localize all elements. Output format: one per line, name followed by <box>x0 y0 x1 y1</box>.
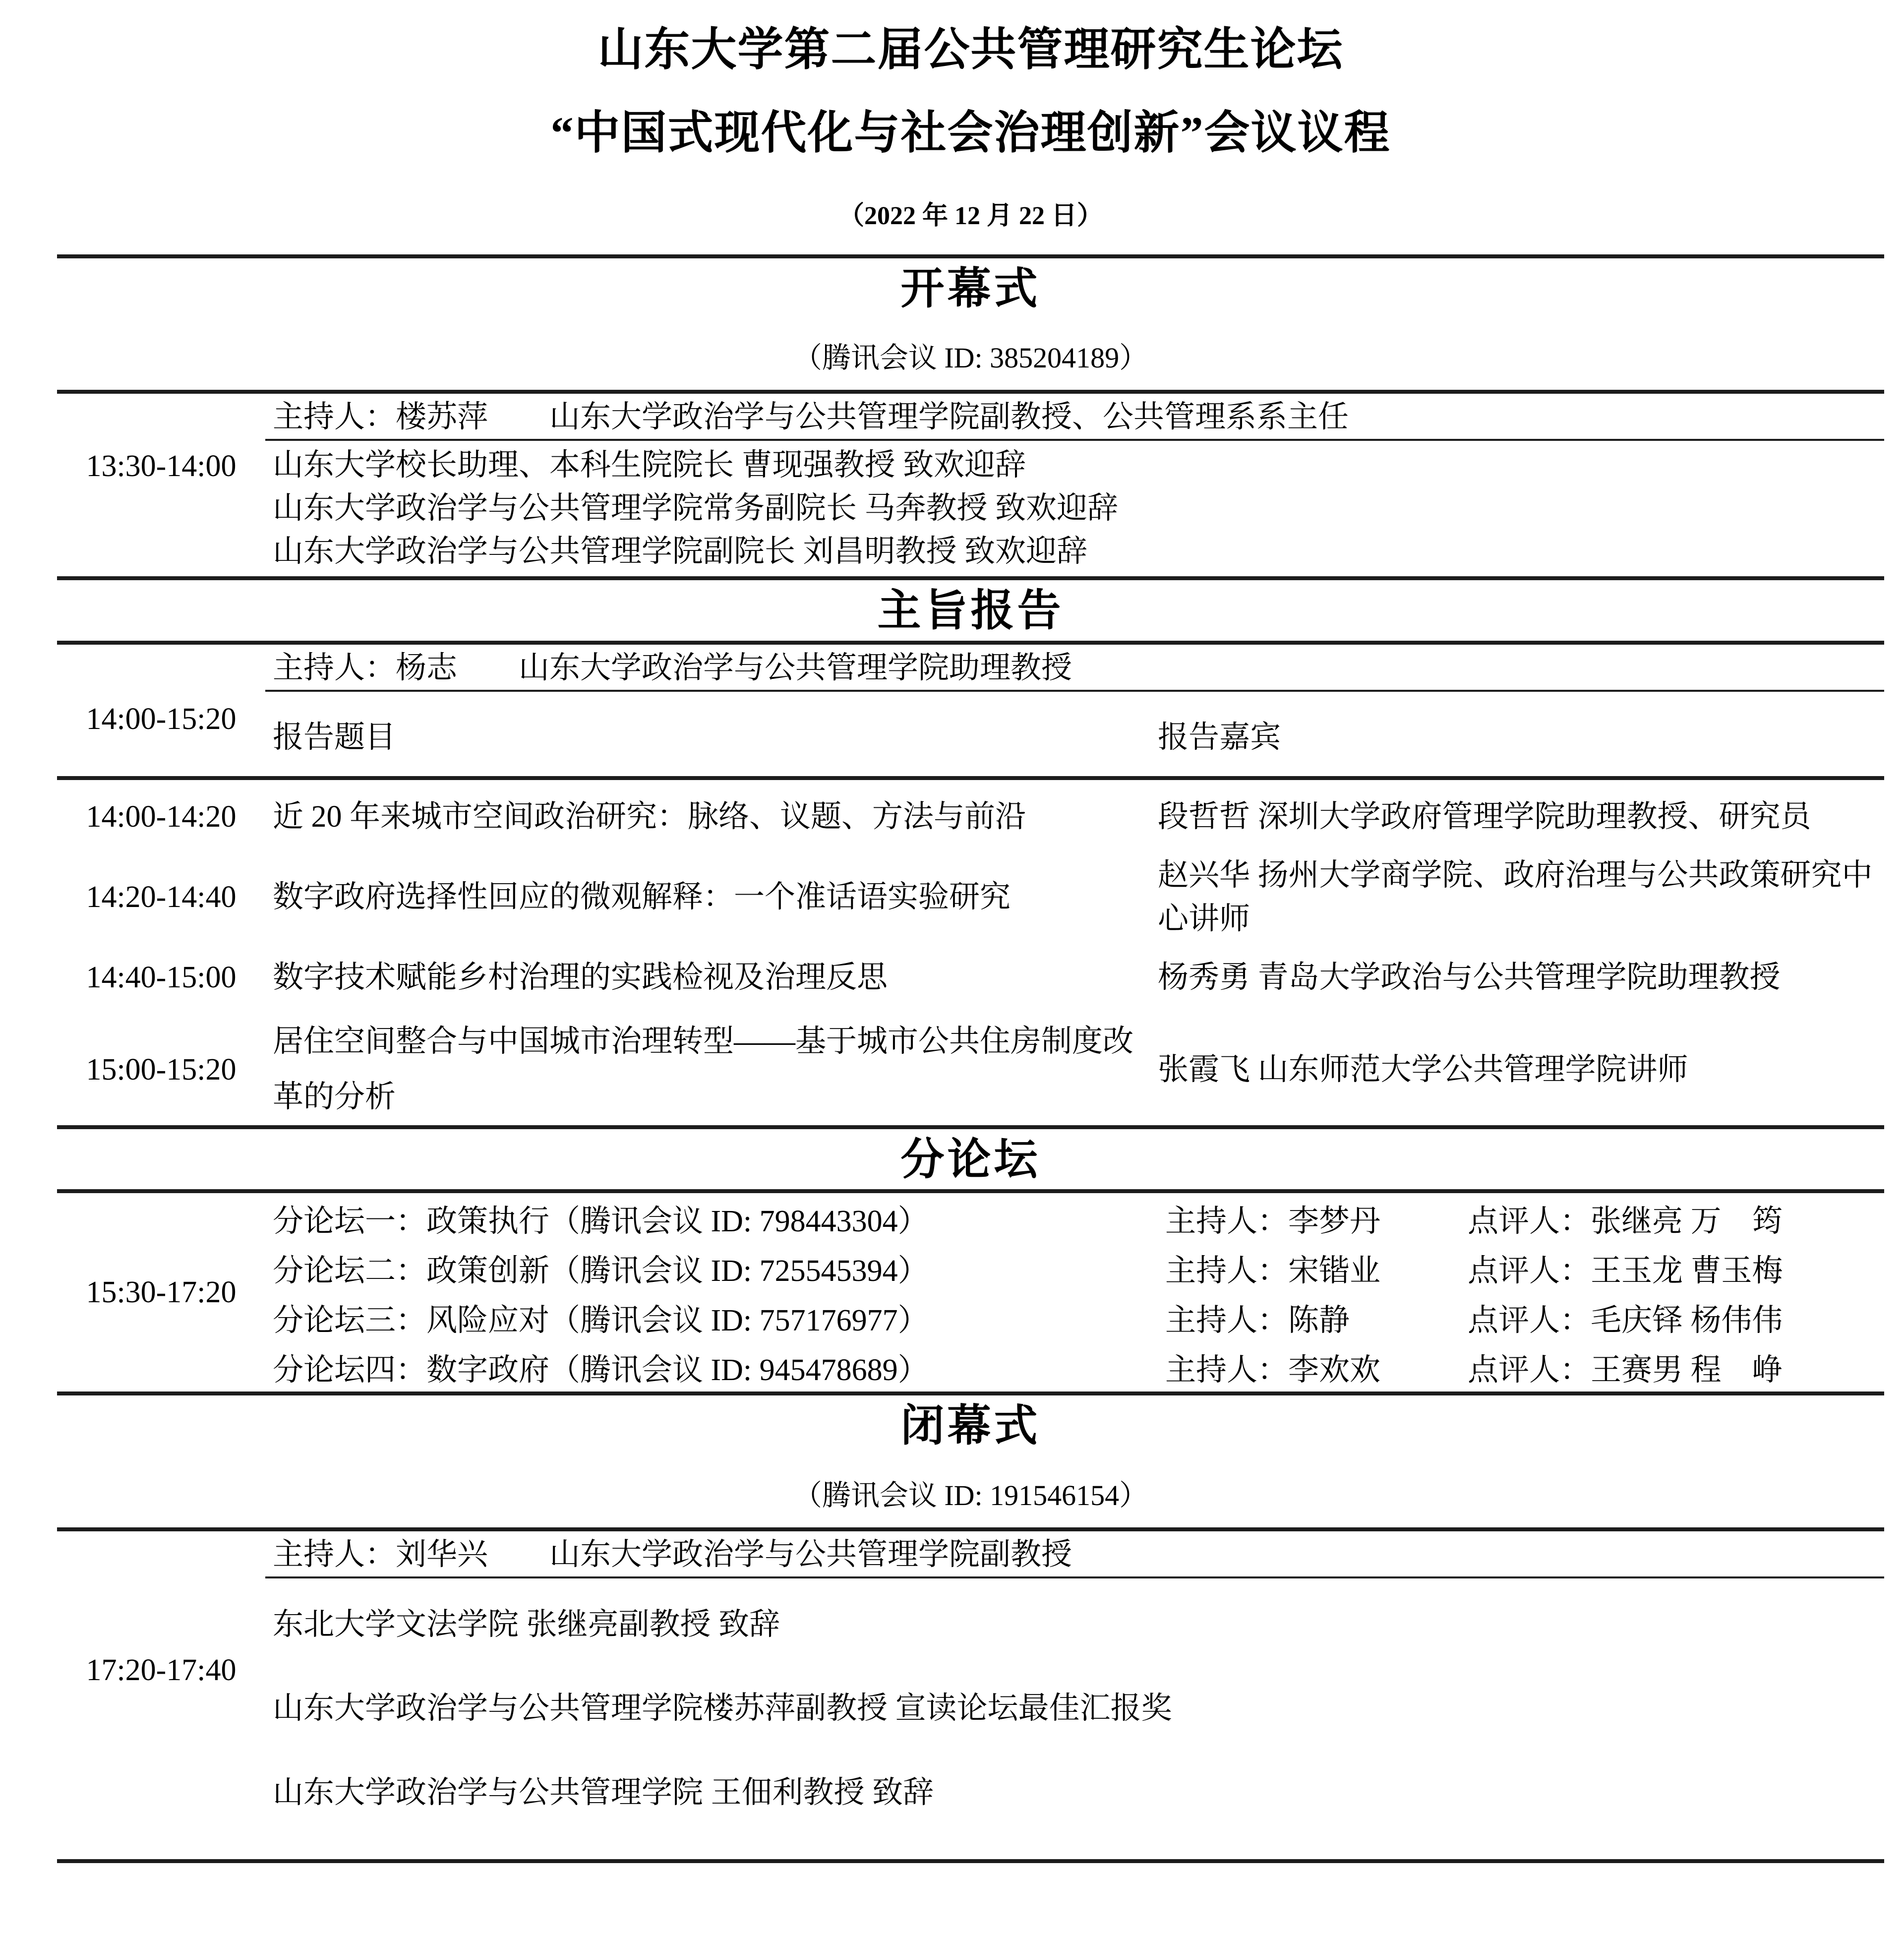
section-divider <box>57 1125 1884 1129</box>
subforum-host: 主持人：宋锴业 <box>1165 1254 1381 1288</box>
keynote-talk-row <box>57 1014 1884 1125</box>
column-header-report-guest: 报告嘉宾 <box>1158 720 1281 754</box>
closing-section-title: 闭幕式 <box>900 1402 1041 1451</box>
subforum-name: 分论坛四：数字政府（腾讯会议 ID: 945478689） <box>273 1353 929 1387</box>
opening-item: 山东大学校长助理、本科生院院长 曹现强教授 致欢迎辞 <box>273 448 1026 483</box>
document-title-line1: 山东大学第二届公共管理研究生论坛 <box>597 24 1344 75</box>
keynote-host-line: 主持人：杨志 山东大学政治学与公共管理学院助理教授 <box>273 651 1072 685</box>
subforum-row <box>265 1342 1884 1391</box>
talk-guest: 杨秀勇 青岛大学政治与公共管理学院助理教授 <box>1158 961 1781 995</box>
section-closing <box>57 1400 1884 1863</box>
opening-section-title: 开幕式 <box>900 265 1041 313</box>
section-divider <box>57 254 1884 258</box>
closing-meeting-id: （腾讯会议 ID: 191546154） <box>793 1479 1148 1512</box>
conference-agenda-document <box>57 0 1884 1863</box>
keynote-talk-row <box>57 941 1884 1014</box>
talk-title: 居住空间整合与中国城市治理转型——基于城市公共住房制度改革的分析 <box>273 1025 1134 1114</box>
opening-item: 山东大学政治学与公共管理学院副院长 刘昌明教授 致欢迎辞 <box>273 535 1088 569</box>
closing-item: 山东大学政治学与公共管理学院 王佃利教授 致辞 <box>273 1775 934 1810</box>
section-divider <box>57 390 1884 394</box>
subforum-row <box>265 1243 1884 1292</box>
section-divider <box>57 641 1884 645</box>
section-keynote <box>57 585 1884 1129</box>
talk-time: 15:00-15:20 <box>86 1052 237 1087</box>
closing-item: 东北大学文法学院 张继亮副教授 致辞 <box>273 1608 780 1642</box>
subforum-reviewers: 点评人：王赛男 程 峥 <box>1468 1353 1783 1387</box>
opening-time: 13:30-14:00 <box>86 449 237 484</box>
talk-guest: 张霞飞 山东师范大学公共管理学院讲师 <box>1158 1053 1688 1087</box>
document-title-line2: “中国式现代化与社会治理创新”会议议程 <box>550 107 1391 158</box>
closing-host-row <box>57 1531 1884 1576</box>
document-header <box>57 24 1884 232</box>
closing-item: 山东大学政治学与公共管理学院楼苏萍副教授 宣读论坛最佳汇报奖 <box>273 1692 1172 1726</box>
section-divider <box>57 576 1884 580</box>
keynote-section-title: 主旨报告 <box>877 587 1064 636</box>
subforum-row <box>265 1292 1884 1342</box>
talk-guest: 赵兴华 扬州大学商学院、政府治理与公共政策研究中心讲师 <box>1158 858 1873 936</box>
column-header-report-title: 报告题目 <box>273 720 396 754</box>
subforum-row <box>265 1193 1884 1243</box>
subforum-time: 15:30-17:20 <box>86 1275 237 1309</box>
subforum-host: 主持人：李欢欢 <box>1165 1353 1381 1387</box>
closing-items <box>265 1578 1884 1859</box>
talk-time: 14:40-15:00 <box>86 960 237 994</box>
talk-time: 14:20-14:40 <box>86 880 237 914</box>
empty-time-cell <box>57 394 265 439</box>
keynote-column-headers <box>265 692 1884 776</box>
document-date: （2022 年 12 月 22 日） <box>838 201 1103 230</box>
closing-agenda-row <box>57 1578 1884 1859</box>
talk-title: 数字政府选择性回应的微观解释：一个准话语实验研究 <box>273 880 1011 914</box>
talk-title: 近 20 年来城市空间政治研究：脉络、议题、方法与前沿 <box>273 799 1026 834</box>
subforum-name: 分论坛一：政策执行（腾讯会议 ID: 798443304） <box>273 1204 929 1238</box>
subforum-reviewers: 点评人：王玉龙 曹玉梅 <box>1468 1254 1783 1288</box>
keynote-talk-row <box>57 853 1884 941</box>
talk-guest: 段哲哲 深圳大学政府管理学院助理教授、研究员 <box>1158 800 1811 834</box>
keynote-time: 14:00-15:20 <box>86 702 237 736</box>
subforum-name: 分论坛二：政策创新（腾讯会议 ID: 725545394） <box>273 1254 929 1288</box>
keynote-talk-row <box>57 780 1884 853</box>
subforum-host: 主持人：李梦丹 <box>1165 1204 1381 1238</box>
section-divider <box>57 1391 1884 1395</box>
closing-host-line: 主持人：刘华兴 山东大学政治学与公共管理学院副教授 <box>273 1537 1072 1572</box>
keynote-header-row <box>57 692 1884 776</box>
talk-title: 数字技术赋能乡村治理的实践检视及治理反思 <box>273 960 888 994</box>
section-divider <box>57 776 1884 780</box>
subforum-section-title: 分论坛 <box>900 1136 1041 1184</box>
opening-agenda-row <box>57 441 1884 576</box>
subforum-reviewers: 点评人：毛庆铎 杨伟伟 <box>1468 1303 1783 1337</box>
subforum-host: 主持人：陈静 <box>1165 1303 1350 1337</box>
opening-meeting-id: （腾讯会议 ID: 385204189） <box>793 342 1148 374</box>
opening-items <box>265 441 1884 576</box>
subforum-rows <box>265 1193 1884 1391</box>
opening-host-row <box>57 394 1884 439</box>
empty-time-cell <box>57 1531 265 1576</box>
section-divider <box>57 1527 1884 1531</box>
section-opening <box>57 263 1884 581</box>
subforum-reviewers: 点评人：张继亮 万 筠 <box>1468 1204 1783 1238</box>
subforum-name: 分论坛三：风险应对（腾讯会议 ID: 757176977） <box>273 1303 929 1337</box>
subforum-body <box>57 1193 1884 1391</box>
closing-time: 17:20-17:40 <box>86 1653 237 1688</box>
keynote-host-row <box>57 645 1884 690</box>
empty-time-cell <box>57 645 265 690</box>
opening-host-line: 主持人：楼苏萍 山东大学政治学与公共管理学院副教授、公共管理系系主任 <box>273 400 1349 434</box>
section-divider <box>57 1859 1884 1863</box>
talk-time: 14:00-14:20 <box>86 799 237 834</box>
section-divider <box>57 1189 1884 1193</box>
section-subforum <box>57 1134 1884 1396</box>
opening-item: 山东大学政治学与公共管理学院常务副院长 马奔教授 致欢迎辞 <box>273 491 1119 526</box>
